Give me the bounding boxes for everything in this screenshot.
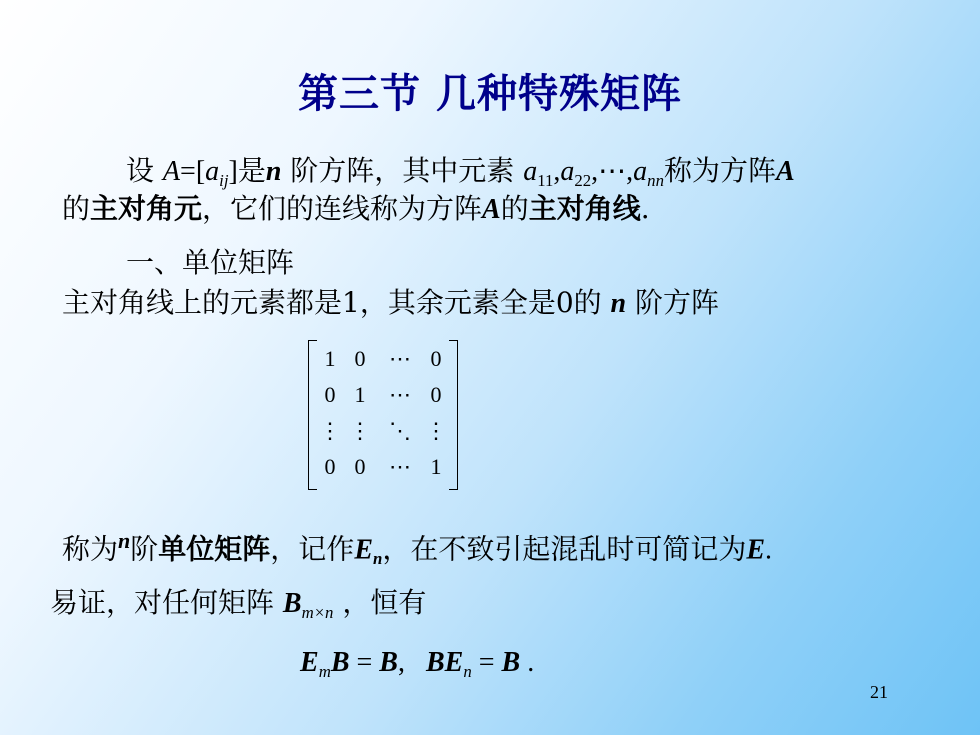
matrix-cell: 1 (430, 454, 442, 479)
matrix-cell: ⋮ (349, 418, 371, 443)
matrix-cell: 1 (324, 346, 336, 371)
matrix-cell: 0 (324, 382, 336, 407)
definition-line: 主对角线上的元素都是1，其余元素全是0的 n 阶方阵 (62, 286, 720, 319)
matrix-cell: ⋱ (389, 418, 411, 443)
section-heading: 一、单位矩阵 (126, 246, 295, 279)
term-main-diagonal: 主对角线 (528, 192, 641, 225)
identity-name-line: 称为$^n$阶单位矩阵，记作$E_n$，在不致引起混乱时可简记为E. (62, 528, 773, 569)
matrix-cell: 0 (430, 382, 442, 407)
identity-matrix (308, 340, 458, 488)
identity-formula: $E_mB = B$, $BE_n = B$ . (300, 647, 535, 681)
matrix-cell: 0 (354, 454, 366, 479)
term-identity-matrix: 单位矩阵 (158, 532, 271, 566)
matrix-cell: 0 (430, 346, 442, 371)
intro-line-1: 设 $A=[a_{ij}]$是n 阶方阵，其中元素 $a_{11},a_{22},\cdots,a_{nn}$称为方阵A (126, 154, 795, 190)
diagonal-elements: $a_{11},a_{22},\cdots,a_{nn}$ (523, 156, 664, 190)
matrix-cell: ⋯ (389, 454, 411, 479)
property-line: 易证，对任何矩阵 $B_{m\times n}$ ，恒有 (50, 586, 427, 622)
matrix-cell: ⋮ (319, 418, 341, 443)
matrix-right-bracket (449, 340, 458, 490)
matrix-cell: ⋮ (425, 418, 447, 443)
intro-line-2: 的主对角元，它们的连线称为方阵A的主对角线. (62, 192, 650, 225)
term-main-diagonal-elements: 主对角元 (90, 192, 203, 225)
matrix-cell: 0 (354, 346, 366, 371)
matrix-cell: 1 (354, 382, 366, 407)
matrix-cell: 0 (324, 454, 336, 479)
matrix-cell: ⋯ (389, 346, 411, 371)
matrix-cell: ⋯ (389, 382, 411, 407)
page-number: 21 (870, 682, 888, 702)
slide-title: 第三节 几种特殊矩阵 (298, 71, 682, 117)
